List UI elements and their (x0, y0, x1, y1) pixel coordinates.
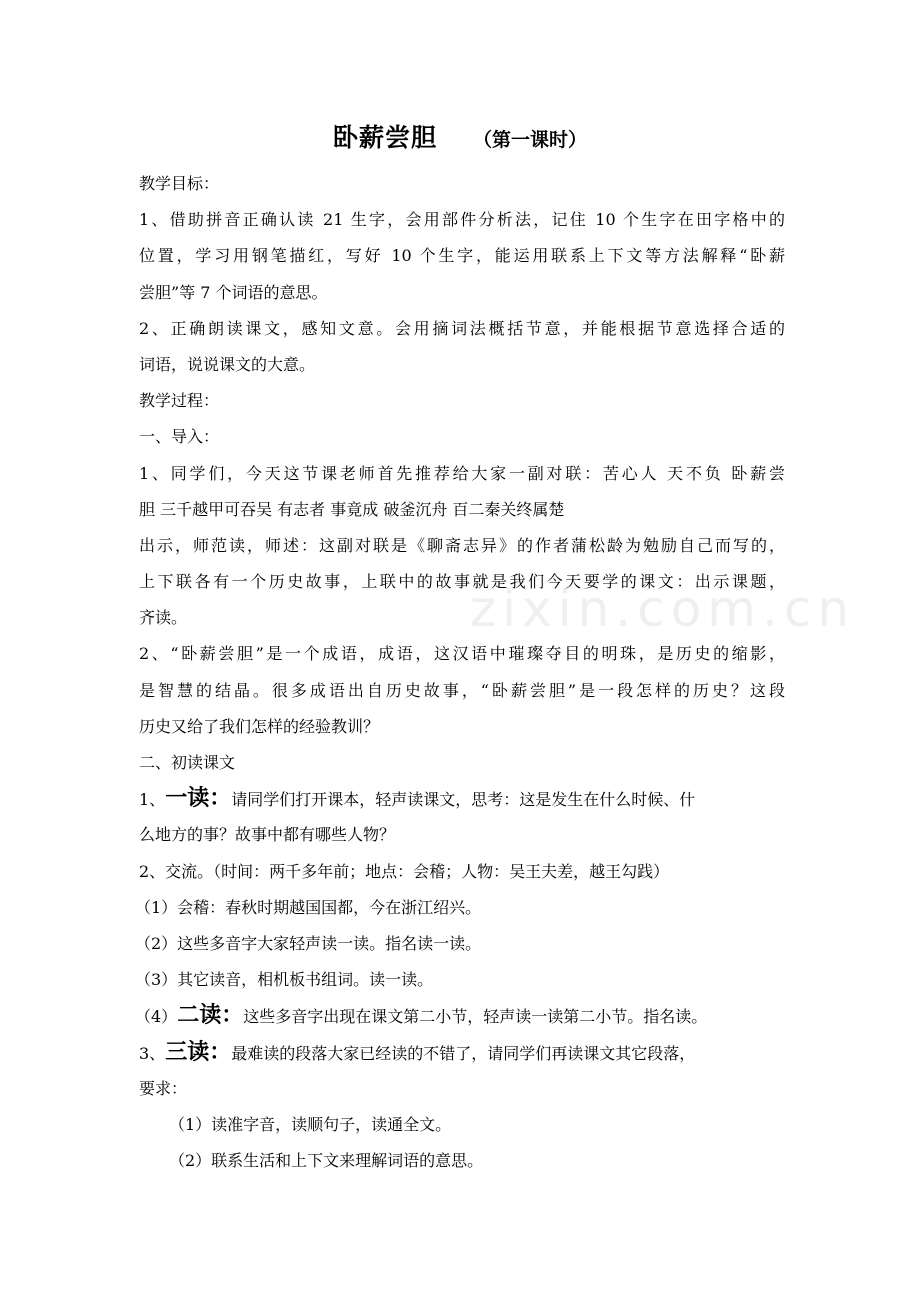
text-line: 1、同学们，今天这节课老师首先推荐给大家一副对联：苦心人 天不负 卧薪尝 (139, 463, 785, 483)
read-step-label: 三读： (165, 1039, 232, 1065)
text-line: 出示，师范读，师述：这副对联是《聊斋志异》的作者蒲松龄为勉励自己而写的， (139, 535, 785, 555)
text-line: 历史又给了我们怎样的经验教训？ (139, 716, 380, 736)
text-line: 齐读。 (139, 608, 188, 628)
requirement-item: （2）联系生活和上下文来理解词语的意思。 (169, 1151, 484, 1171)
text-line: 要求： (139, 1078, 188, 1098)
page-title: 卧薪尝胆 (332, 123, 437, 152)
text-line: 教学目标： (139, 174, 220, 193)
read-step-prefix: 3、 (139, 1043, 166, 1063)
text-line: 是智慧的结晶。很多成语出自历史故事，“卧薪尝胆”是一段怎样的历史？这段 (139, 680, 785, 700)
read-step-2 (135, 998, 785, 1034)
text-line: 一、导入： (139, 427, 220, 447)
text-line: 胆 三千越甲可吞吴 有志者 事竟成 破釜沉舟 百二秦关终属楚 (139, 499, 565, 519)
text-line: 2、交流。（时间：两千多年前；地点：会稽；人物：吴王夫差，越王勾践） (139, 861, 670, 881)
read-step-3 (139, 1035, 785, 1071)
read-step-text: 最难读的段落大家已经读的不错了，请同学们再读课文其它段落， (231, 1043, 696, 1063)
text-line: （1）会稽：春秋时期越国国都，今在浙江绍兴。 (135, 897, 482, 917)
text-line: 词语，说说课文的大意。 (139, 354, 316, 374)
watermark: zixin.com.cn (470, 580, 856, 638)
text-line: 2、“卧薪尝胆”是一个成语，成语，这汉语中璀璨夺目的明珠，是历史的缩影， (139, 644, 785, 664)
requirement-item: （1）读准字音，读顺句子，读通全文。 (169, 1114, 452, 1134)
text-line: 二、初读课文 (139, 753, 236, 772)
text-line: 教学过程： (139, 391, 220, 411)
text-line: （2）这些多音字大家轻声读一读。指名读一读。 (135, 933, 482, 953)
read-step-text: 这些多音字出现在课文第二小节，轻声读一读第二小节。指名读。 (243, 1007, 708, 1027)
text-line: 上下联各有一个历史故事，上联中的故事就是我们今天要学的课文：出示课题， (139, 572, 785, 592)
document-body (135, 166, 785, 1179)
title-row (0, 118, 920, 158)
read-step-1 (139, 781, 785, 817)
read-step-prefix: （4） (135, 1007, 178, 1027)
text-line: 么地方的事？故事中都有哪些人物？ (139, 825, 396, 845)
text-line: 尝胆”等 7 个词语的意思。 (139, 282, 328, 302)
text-line: 2、正确朗读课文，感知文意。会用摘词法概括节意，并能根据节意选择合适的 (139, 318, 785, 338)
text-line: 1、借助拼音正确认读 21 生字，会用部件分析法，记住 10 个生字在田字格中的 (139, 210, 785, 230)
read-step-label: 二读： (177, 1003, 244, 1029)
read-step-text: 请同学们打开课本，轻声读课文，思考：这是发生在什么时候、什 (231, 790, 696, 810)
text-line: 位置，学习用钢笔描红，写好 10 个生字，能运用联系上下文等方法解释“卧薪 (139, 246, 785, 266)
read-step-label: 一读： (165, 786, 232, 812)
read-step-prefix: 1、 (139, 790, 166, 810)
text-line: （3）其它读音，相机板书组词。读一读。 (135, 970, 434, 990)
page-subtitle: （第一课时） (473, 129, 588, 151)
